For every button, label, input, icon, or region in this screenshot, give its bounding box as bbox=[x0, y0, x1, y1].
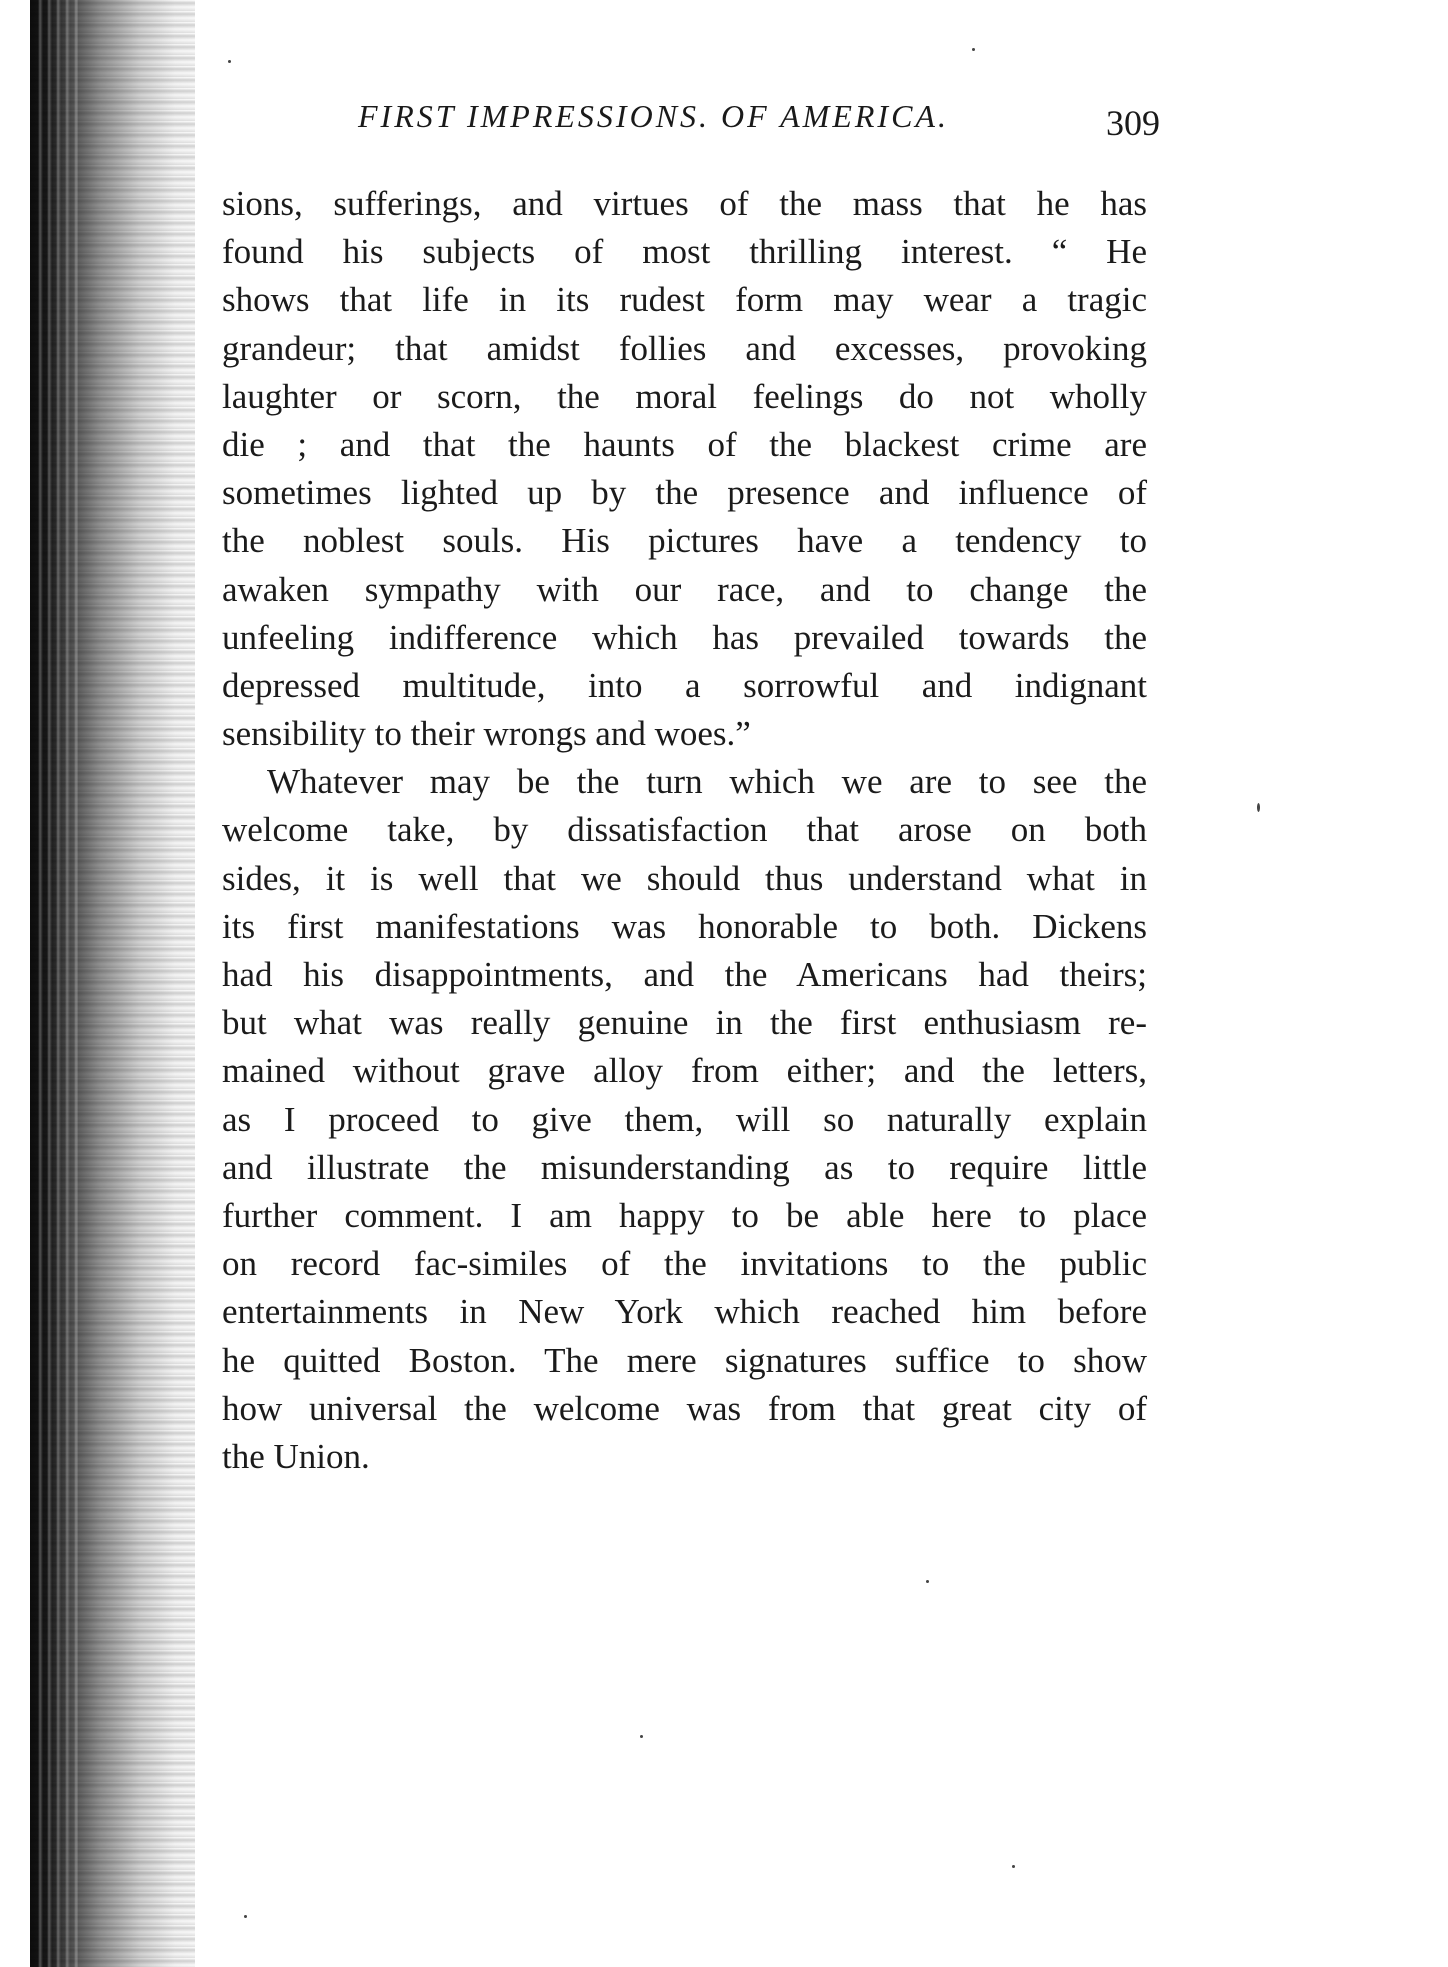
paragraph-1 bbox=[222, 180, 1147, 758]
scan-speck bbox=[926, 1580, 929, 1583]
text-line: mained without grave alloy from either; and the letters, bbox=[222, 1051, 1147, 1091]
text-line: how universal the welcome was from that great city of bbox=[222, 1388, 1147, 1428]
text-line: he quitted Boston. The mere signatures suffice to show bbox=[222, 1340, 1147, 1380]
text-line: Whatever may be the turn which we are to see the bbox=[267, 762, 1147, 802]
scan-speck bbox=[640, 1735, 643, 1738]
scan-speck bbox=[972, 48, 975, 51]
text-line: depressed multitude, into a sorrowful and indignant bbox=[222, 665, 1147, 705]
text-line: grandeur; that amidst follies and excesses, provoking bbox=[222, 328, 1147, 368]
text-line: shows that life in its rudest form may wear a tragic bbox=[222, 280, 1147, 320]
text-line: laughter or scorn, the moral feelings do not wholly bbox=[222, 376, 1147, 416]
text-line: sides, it is well that we should thus understand what in bbox=[222, 858, 1147, 898]
text-line: the Union. bbox=[222, 1436, 370, 1476]
scan-speck bbox=[228, 60, 231, 63]
text-line: found his subjects of most thrilling interest. “ He bbox=[222, 232, 1147, 272]
text-line: sions, sufferings, and virtues of the mass that he has bbox=[222, 184, 1147, 223]
text-line: the noblest souls. His pictures have a tendency to bbox=[222, 521, 1147, 561]
text-line: entertainments in New York which reached him before bbox=[222, 1292, 1147, 1332]
text-line: as I proceed to give them, will so naturally explain bbox=[222, 1099, 1147, 1139]
running-title: FIRST IMPRESSIONS. OF AMERICA. bbox=[358, 98, 949, 134]
scan-speck bbox=[1012, 1865, 1015, 1868]
text-line: unfeeling indifference which has prevailed towards the bbox=[222, 617, 1147, 657]
text-line: and illustrate the misunderstanding as to require little bbox=[222, 1147, 1147, 1187]
text-line: sensibility to their wrongs and woes.” bbox=[222, 714, 751, 754]
binding-streaks bbox=[38, 0, 78, 1967]
text-line: on record fac-similes of the invitations to the public bbox=[222, 1244, 1147, 1284]
text-line: but what was really genuine in the first enthusiasm re- bbox=[222, 1003, 1147, 1043]
scan-speck bbox=[1257, 803, 1260, 812]
page-header bbox=[340, 98, 1160, 148]
text-line: its first manifestations was honorable to both. Dickens bbox=[222, 906, 1147, 946]
body-text bbox=[222, 180, 1147, 1481]
text-line: welcome take, by dissatisfaction that arose on both bbox=[222, 810, 1147, 850]
paragraph-2 bbox=[222, 758, 1147, 1481]
text-line: had his disappointments, and the Americans had theirs; bbox=[222, 955, 1147, 994]
text-line: sometimes lighted up by the presence and influence of bbox=[222, 473, 1147, 513]
page-number: 309 bbox=[1106, 103, 1160, 143]
text-line: awaken sympathy with our race, and to change the bbox=[222, 569, 1147, 609]
text-line: further comment. I am happy to be able here to place bbox=[222, 1195, 1147, 1235]
text-line: die ; and that the haunts of the blackest crime are bbox=[222, 424, 1147, 464]
scan-speck bbox=[244, 1915, 247, 1918]
